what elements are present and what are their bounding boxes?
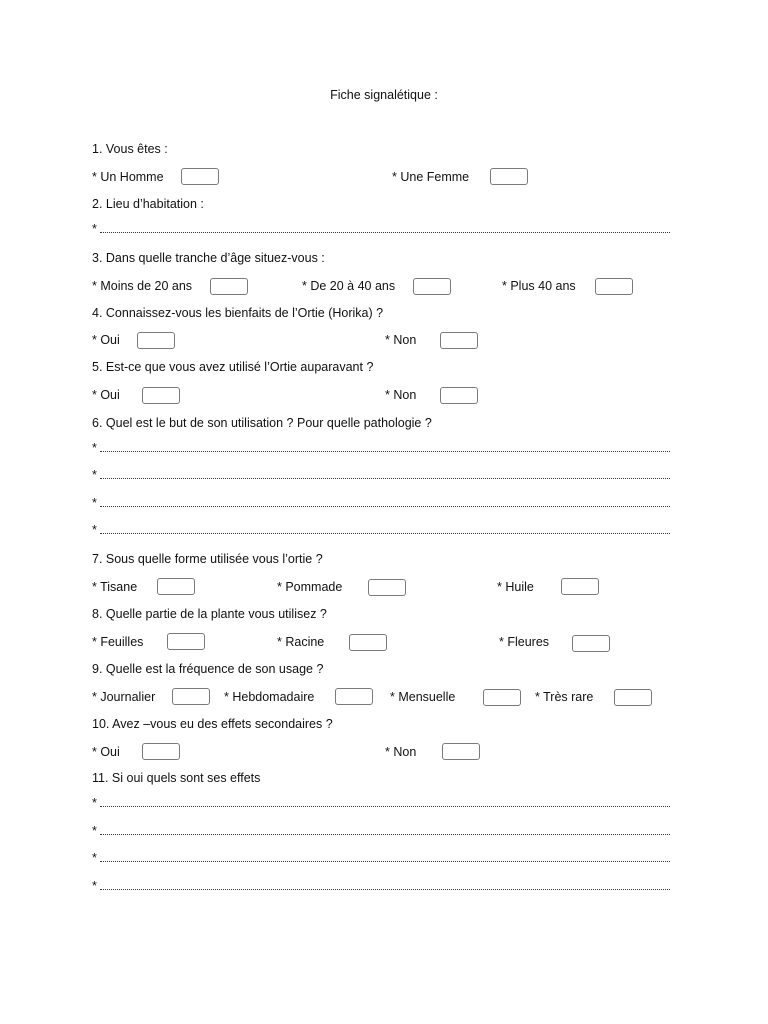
dotted-line [100, 889, 670, 890]
bullet: * [92, 879, 97, 893]
question-1-label: 1. Vous êtes : [92, 142, 168, 156]
question-4-label: 4. Connaissez-vous les bienfaits de l’Ortie (Horika) ? [92, 306, 384, 320]
question-2-label: 2. Lieu d’habitation : [92, 197, 204, 211]
checkbox-moins-20[interactable] [210, 278, 248, 295]
option-non-q4-label: * Non [385, 333, 417, 347]
answer-line-q11-2[interactable] [92, 824, 670, 838]
answer-line-q6-2[interactable] [92, 468, 670, 482]
option-femme-label: * Une Femme [392, 170, 470, 184]
bullet: * [92, 468, 97, 482]
answer-line-q11-1[interactable] [92, 796, 670, 810]
bullet: * [92, 222, 97, 236]
option-non-q5-label: * Non [385, 388, 417, 402]
dotted-line [100, 232, 670, 233]
checkbox-homme[interactable] [181, 168, 219, 185]
bullet: * [92, 523, 97, 537]
checkbox-pommade[interactable] [368, 579, 406, 596]
checkbox-tisane[interactable] [157, 578, 195, 595]
option-homme-label: * Un Homme [92, 170, 164, 184]
checkbox-journalier[interactable] [172, 688, 210, 705]
question-8-label: 8. Quelle partie de la plante vous utilisez ? [92, 607, 327, 621]
bullet: * [92, 496, 97, 510]
option-feuilles-label: * Feuilles [92, 635, 144, 649]
option-non-q10-label: * Non [385, 745, 417, 759]
answer-line-q2[interactable] [92, 222, 670, 236]
checkbox-racine[interactable] [349, 634, 387, 651]
option-pommade-label: * Pommade [277, 580, 343, 594]
question-9-label: 9. Quelle est la fréquence de son usage ? [92, 662, 324, 676]
dotted-line [100, 478, 670, 479]
bullet: * [92, 441, 97, 455]
question-11-label: 11. Si oui quels sont ses effets [92, 771, 261, 785]
option-fleures-label: * Fleures [499, 635, 550, 649]
answer-line-q11-4[interactable] [92, 879, 670, 893]
question-7-label: 7. Sous quelle forme utilisée vous l’ortie ? [92, 552, 323, 566]
dotted-line [100, 533, 670, 534]
option-tres-rare-label: * Très rare [535, 690, 594, 704]
dotted-line [100, 506, 670, 507]
checkbox-20-40[interactable] [413, 278, 451, 295]
checkbox-femme[interactable] [490, 168, 528, 185]
answer-line-q11-3[interactable] [92, 851, 670, 865]
page-title: Fiche signalétique : [330, 88, 438, 102]
checkbox-non-q5[interactable] [440, 387, 478, 404]
bullet: * [92, 796, 97, 810]
option-tisane-label: * Tisane [92, 580, 138, 594]
answer-line-q6-4[interactable] [92, 523, 670, 537]
checkbox-oui-q4[interactable] [137, 332, 175, 349]
checkbox-tres-rare[interactable] [614, 689, 652, 706]
dotted-line [100, 834, 670, 835]
option-oui-q5-label: * Oui [92, 388, 120, 402]
answer-line-q6-1[interactable] [92, 441, 670, 455]
dotted-line [100, 806, 670, 807]
bullet: * [92, 851, 97, 865]
option-journalier-label: * Journalier [92, 690, 156, 704]
answer-line-q6-3[interactable] [92, 496, 670, 510]
option-oui-q10-label: * Oui [92, 745, 120, 759]
option-racine-label: * Racine [277, 635, 325, 649]
checkbox-hebdomadaire[interactable] [335, 688, 373, 705]
checkbox-oui-q5[interactable] [142, 387, 180, 404]
dotted-line [100, 451, 670, 452]
option-huile-label: * Huile [497, 580, 534, 594]
checkbox-plus-40[interactable] [595, 278, 633, 295]
checkbox-feuilles[interactable] [167, 633, 205, 650]
question-10-label: 10. Avez –vous eu des effets secondaires ? [92, 717, 333, 731]
checkbox-fleures[interactable] [572, 635, 610, 652]
option-hebdomadaire-label: * Hebdomadaire [224, 690, 315, 704]
option-mensuelle-label: * Mensuelle [390, 690, 456, 704]
option-plus-40-label: * Plus 40 ans [502, 279, 576, 293]
question-5-label: 5. Est-ce que vous avez utilisé l’Ortie auparavant ? [92, 360, 374, 374]
checkbox-non-q10[interactable] [442, 743, 480, 760]
dotted-line [100, 861, 670, 862]
question-3-label: 3. Dans quelle tranche d’âge situez-vous : [92, 251, 325, 265]
question-6-label: 6. Quel est le but de son utilisation ? Pour quelle pathologie ? [92, 416, 432, 430]
checkbox-huile[interactable] [561, 578, 599, 595]
option-20-40-label: * De 20 à 40 ans [302, 279, 396, 293]
checkbox-oui-q10[interactable] [142, 743, 180, 760]
bullet: * [92, 824, 97, 838]
checkbox-mensuelle[interactable] [483, 689, 521, 706]
option-oui-q4-label: * Oui [92, 333, 120, 347]
option-moins-20-label: * Moins de 20 ans [92, 279, 193, 293]
checkbox-non-q4[interactable] [440, 332, 478, 349]
